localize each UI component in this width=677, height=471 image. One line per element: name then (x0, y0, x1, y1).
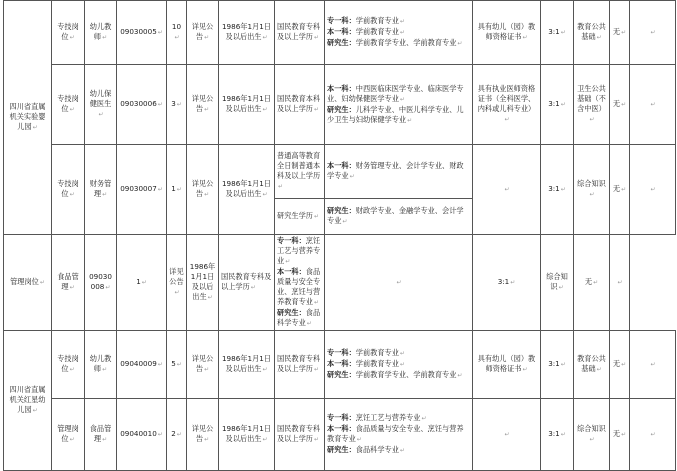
ratio-cell: 3:1↵ (473, 235, 541, 331)
note-cell: 无↵ (610, 399, 630, 471)
empty-cell: ↵ (630, 399, 676, 471)
table-row (4, 331, 676, 399)
major-line: 研究生：学前教育学专业、学前教育专业↵ (327, 38, 463, 47)
age-cell: 1986年1月1日及以后出生↵ (219, 65, 275, 145)
ratio-cell: 3:1↵ (541, 145, 574, 235)
detail-cell: 详见公告↵ (187, 65, 219, 145)
note-cell: 无↵ (610, 65, 630, 145)
detail-cell: 详见公告↵ (167, 235, 187, 331)
post-name-cell: 幼儿教师↵ (85, 1, 117, 65)
table-row (4, 235, 676, 331)
major-line: 专一科：学前教育专业↵ (327, 16, 405, 25)
age-cell: 1986年1月1日及以后出生↵ (187, 235, 219, 331)
major-line: 专一科：烹饪工艺与营养专业↵ (327, 413, 427, 422)
major-line: 本一科：学前教育专业↵ (327, 359, 405, 368)
age-cell: 1986年1月1日及以后出生↵ (219, 399, 275, 471)
detail-cell: 详见公告↵ (187, 145, 219, 235)
major-line: 研究生：食品科学专业↵ (327, 445, 405, 454)
ratio-cell: 3:1↵ (541, 1, 574, 65)
post-code-cell: 09040010↵ (117, 399, 167, 471)
majors-cell (275, 235, 325, 331)
condition-cell: 具有幼儿（园）教师资格证书↵ (473, 331, 541, 399)
note-cell: 无↵ (610, 331, 630, 399)
condition-cell: ↵ (325, 235, 473, 331)
majors-cell (325, 1, 473, 65)
post-name-cell: 食品管理↵ (85, 399, 117, 471)
post-code-cell: 09030007↵ (117, 145, 167, 235)
major-line: 本一科：中西医临床医学专业、临床医学专业、妇幼保健医学专业↵ (327, 83, 464, 103)
post-name-cell: 幼儿保健医生↵ (85, 65, 117, 145)
empty-cell: ↵ (630, 145, 676, 235)
post-type-cell: 专技岗位↵ (52, 65, 85, 145)
post-count-cell: 3↵ (167, 65, 187, 145)
education-cell: 研究生学历↵ (275, 199, 325, 235)
empty-cell: ↵ (630, 65, 676, 145)
major-line: 本一科：食品质量与安全专业、烹饪与营养教育专业↵ (277, 267, 321, 306)
exam-cell: 卫生公共基础（不含中医）↵ (574, 65, 610, 145)
note-cell: 无↵ (574, 235, 610, 331)
post-type-cell: 专技岗位↵ (52, 145, 85, 235)
ratio-cell: 3:1↵ (541, 331, 574, 399)
detail-cell: 详见公告↵ (187, 331, 219, 399)
education-cell: 国民教育本科及以上学历↵ (275, 65, 325, 145)
exam-cell: 综合知识↵ (574, 399, 610, 471)
empty-cell: ↵ (630, 1, 676, 65)
majors-cell (325, 331, 473, 399)
education-cell: 国民教育专科及以上学历↵ (275, 399, 325, 471)
majors-cell (325, 145, 473, 199)
post-name-cell: 幼儿教师↵ (85, 331, 117, 399)
post-count-cell: 2↵ (167, 399, 187, 471)
table-row (4, 145, 676, 199)
post-name-cell: 食品管理↵ (52, 235, 85, 331)
post-code-cell: 09030005↵ (117, 1, 167, 65)
empty-cell: ↵ (610, 235, 630, 331)
age-cell: 1986年1月1日及以后出生↵ (219, 145, 275, 235)
post-code-cell: 09030006↵ (117, 65, 167, 145)
majors-cell (325, 65, 473, 145)
post-type-cell: 管理岗位↵ (4, 235, 52, 331)
condition-cell: 具有执业医师资格证书（全科医学、内科或儿科专业）↵ (473, 65, 541, 145)
education-cell: 国民教育专科及以上学历↵ (275, 331, 325, 399)
table-row (4, 1, 676, 65)
ratio-cell: 3:1↵ (541, 399, 574, 471)
education-cell: 普通高等教育全日制普通本科及以上学历↵ (275, 145, 325, 199)
post-type-cell: 专技岗位↵ (52, 331, 85, 399)
unit-cell: 四川省直属机关红星幼儿园↵ (4, 331, 52, 471)
table-row (4, 65, 676, 145)
condition-cell: 具有幼儿（园）教师资格证书↵ (473, 1, 541, 65)
major-line: 专一科：烹饪工艺与营养专业↵ (277, 236, 321, 265)
post-type-cell: 管理岗位↵ (52, 399, 85, 471)
post-count-cell: 5↵ (167, 331, 187, 399)
major-line: 研究生：学前教育学专业、学前教育专业↵ (327, 370, 463, 379)
education-cell: 国民教育专科及以上学历↵ (219, 235, 275, 331)
age-cell: 1986年1月1日及以后出生↵ (219, 1, 275, 65)
exam-cell: 教育公共基础↵ (574, 1, 610, 65)
major-line: 研究生：儿科学专业、中医儿科学专业、儿少卫生与妇幼保健学专业↵ (327, 104, 464, 124)
post-code-cell: 09040009↵ (117, 331, 167, 399)
post-code-cell: 09030008↵ (85, 235, 117, 331)
exam-cell: 综合知识↵ (574, 145, 610, 235)
unit-cell: 四川省直属机关实验婴儿园↵ (4, 1, 52, 235)
major-line: 研究生：食品科学专业↵ (277, 308, 321, 327)
note-cell: 无↵ (610, 1, 630, 65)
majors-cell (325, 199, 473, 235)
major-line: 研究生：财政学专业、金融学专业、会计学专业↵ (327, 206, 464, 225)
exam-cell: 综合知识↵ (541, 235, 574, 331)
exam-cell: 教育公共基础↵ (574, 331, 610, 399)
post-count-cell: 10↵ (167, 1, 187, 65)
major-line: 专一科：学前教育专业↵ (327, 348, 405, 357)
majors-cell (325, 399, 473, 471)
post-type-cell: 专技岗位↵ (52, 1, 85, 65)
table-row (4, 399, 676, 471)
major-line: 本一科：食品质量与安全专业、烹饪与营养教育专业↵ (327, 424, 464, 443)
empty-cell: ↵ (630, 331, 676, 399)
major-line: 本一科：学前教育专业↵ (327, 27, 405, 36)
age-cell: 1986年1月1日及以后出生↵ (219, 331, 275, 399)
post-count-cell: 1↵ (117, 235, 167, 331)
condition-cell: ↵ (473, 399, 541, 471)
major-line: 本一科：财务管理专业、会计学专业、财政学专业↵ (327, 161, 464, 180)
condition-cell: ↵ (473, 145, 541, 235)
education-cell: 国民教育专科及以上学历↵ (275, 1, 325, 65)
detail-cell: 详见公告↵ (187, 399, 219, 471)
post-count-cell: 1↵ (167, 145, 187, 235)
post-name-cell: 财务管理↵ (85, 145, 117, 235)
ratio-cell: 3:1↵ (541, 65, 574, 145)
detail-cell: 详见公告↵ (187, 1, 219, 65)
recruitment-table (3, 0, 676, 471)
note-cell: 无↵ (610, 145, 630, 235)
